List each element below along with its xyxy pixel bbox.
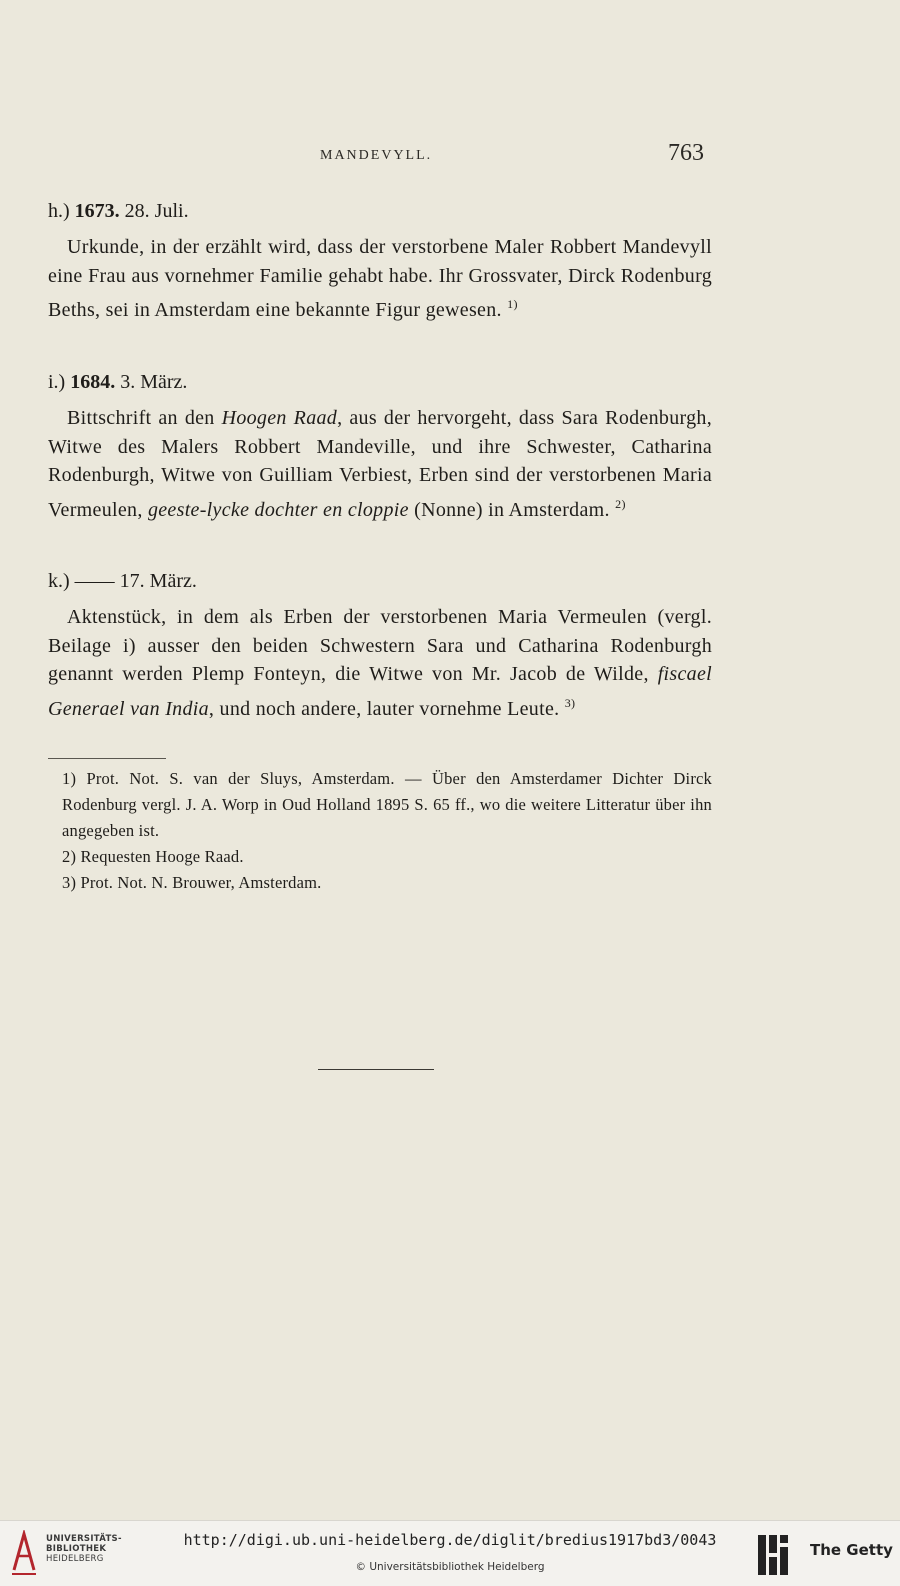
entry-label: k.) xyxy=(48,570,70,592)
footer-bar xyxy=(0,1520,900,1586)
italic-term: fiscael Generael van India xyxy=(48,663,712,720)
permalink-url[interactable]: http://digi.ub.uni-heidelberg.de/diglit/bredius1917bd3/0043 xyxy=(183,1531,717,1549)
footnote-ref: 1) xyxy=(507,297,518,311)
library-line: UNIVERSITÄTS- xyxy=(46,1534,122,1544)
footnote-ref: 2) xyxy=(615,496,626,511)
running-title: MANDEVYLL. xyxy=(320,148,433,163)
entry-year: 1684. xyxy=(70,371,116,393)
page-number: 763 xyxy=(668,140,704,166)
end-divider xyxy=(318,1069,434,1070)
footnote-1: 1) Prot. Not. S. van der Sluys, Amsterdam. — Über den Amsterdamer Dichter Dirck Rodenburg vergl. J. A. Worp in Oud Holland 1895 S. 65 ff., wo die weitere Litteratur über ihn angegeben ist. xyxy=(62,769,712,840)
entry-year: 1673. xyxy=(74,200,120,222)
entry-label: h.) xyxy=(48,200,70,222)
entry-text-part: Aktenstück, in dem als Erben der verstorbenen Maria Vermeulen (vergl. Beilage i) ausser den beiden Schwestern Sara und Catharina Rodenburgh genannt werden Plemp Fonteyn, die Witwe von Mr. Jacob de Wilde, xyxy=(48,606,712,685)
copyright-notice: © Universitätsbibliothek Heidelberg xyxy=(355,1561,545,1573)
italic-term: Hoogen Raad xyxy=(221,407,338,429)
footnote-divider xyxy=(48,758,166,759)
footnote-ref: 3) xyxy=(564,695,576,710)
entry-text-part: , aus der hervorgeht, dass Sara Rodenburgh, Witwe des Malers Robbert Mandeville, und ihre Schwester, Catharina Rodenburgh, Witwe von Guilliam Verbiest, Erben sind der verstorbenen Maria Vermeulen, xyxy=(48,407,712,521)
footnotes xyxy=(48,766,712,896)
entry-heading-h xyxy=(48,200,189,223)
entry-text-k xyxy=(48,603,712,723)
sponsor-name: The Getty xyxy=(810,1541,893,1559)
entry-paragraph: Urkunde, in der erzählt wird, dass der verstorbene Maler Robbert Mandevyll eine Frau aus vornehmer Familie gehabt habe. Ihr Grossvater, Dirck Rodenburg Beths, sei in Amsterdam eine bekannte Figur gewesen. xyxy=(48,236,712,321)
library-line: HEIDELBERG xyxy=(46,1554,104,1564)
entry-date: 3. März. xyxy=(120,371,188,393)
entry-date: 17. März. xyxy=(119,570,197,592)
entry-text-part: (Nonne) in Amsterdam. xyxy=(414,498,610,521)
footnote-2: 2) Requesten Hooge Raad. xyxy=(62,847,244,866)
getty-logo-icon[interactable] xyxy=(756,1533,792,1577)
entry-text-i xyxy=(48,404,712,524)
entry-heading-i xyxy=(48,371,187,394)
italic-term: geeste-lycke dochter en cloppie xyxy=(147,498,409,521)
entry-label: i.) xyxy=(48,371,66,393)
entry-text-part: Bittschrift an den xyxy=(67,407,215,429)
entry-date: 28. Juli. xyxy=(124,200,189,222)
entry-heading-k xyxy=(48,570,197,593)
entry-text-h xyxy=(48,233,712,325)
entry-text-part: , und noch andere, lauter vornehme Leute. xyxy=(208,697,560,720)
footnote-3: 3) Prot. Not. N. Brouwer, Amsterdam. xyxy=(62,873,322,892)
library-line: BIBLIOTHEK xyxy=(46,1544,107,1554)
ditto-dash: —— xyxy=(74,570,115,592)
